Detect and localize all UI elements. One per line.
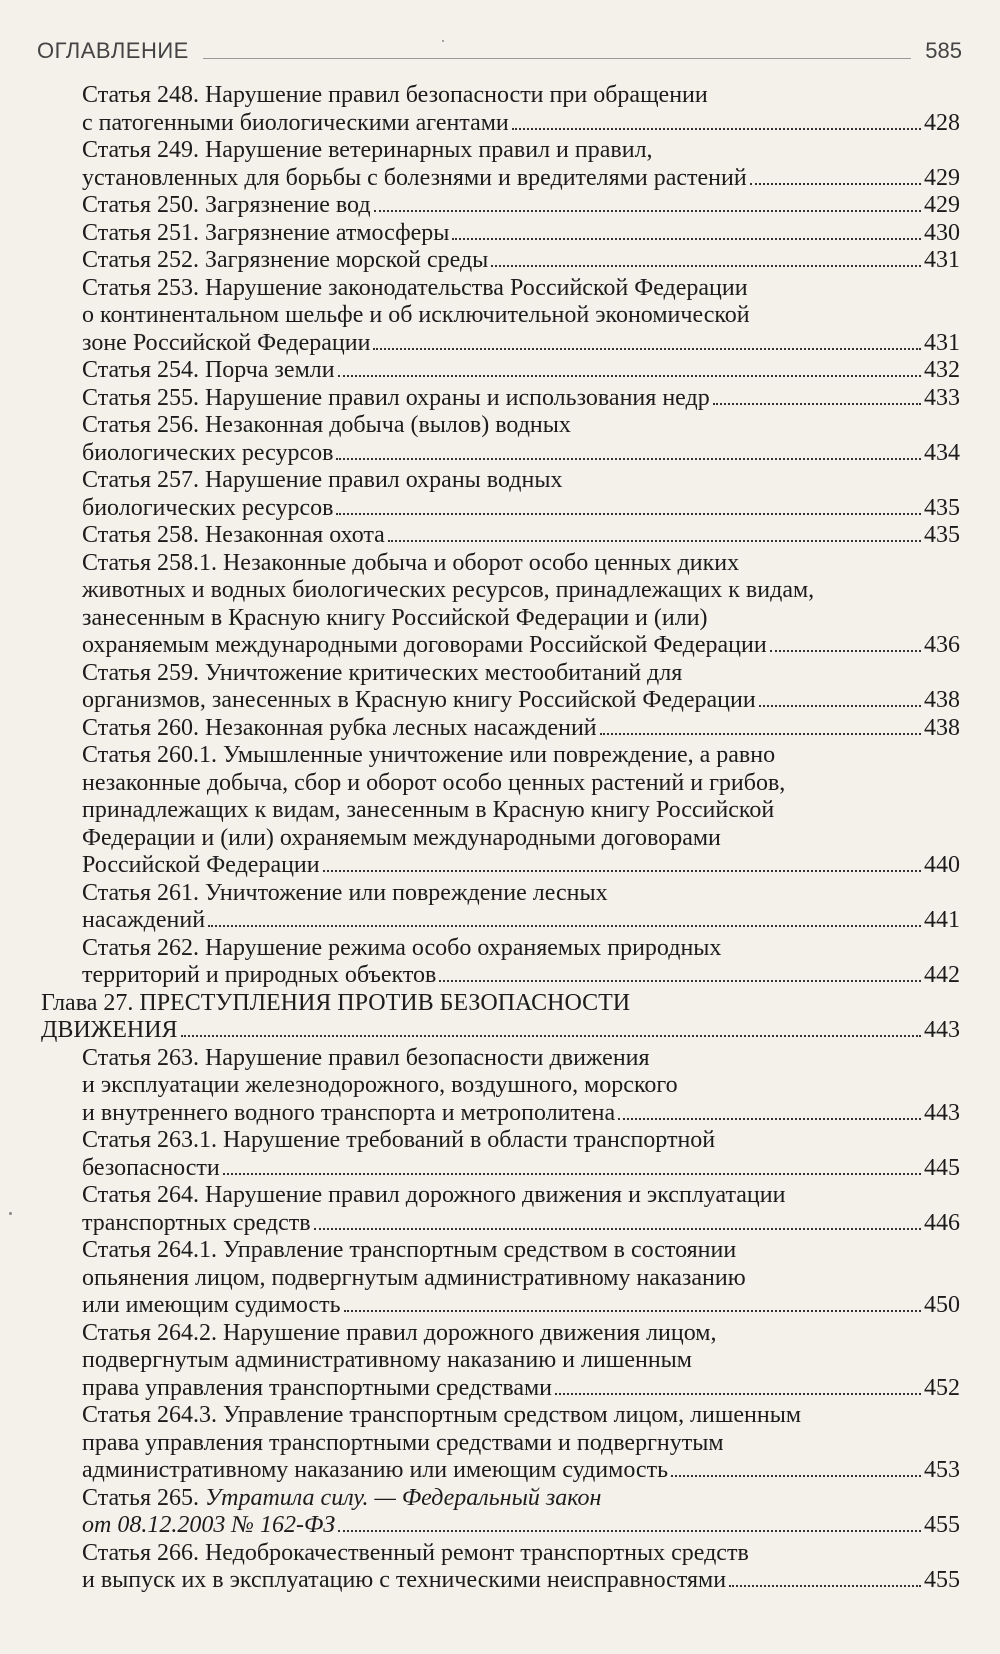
dot-leader <box>338 375 921 377</box>
toc-article-entry <box>82 1320 960 1403</box>
toc-entry-text: ДВИЖЕНИЯ <box>41 1017 178 1043</box>
toc-entry-line <box>82 495 960 523</box>
toc-article-entry <box>82 715 960 743</box>
toc-entry-text: зоне Российской Федерации <box>82 329 371 356</box>
toc-entry-line <box>82 330 960 358</box>
toc-entry-text: занесенным в Красную книгу Российской Федерации и (или) <box>82 604 708 631</box>
toc-entry-text: Статья 251. Загрязнение атмосферы <box>82 219 450 246</box>
toc-entry-text: Статья 264.3. Управление транспортным средством лицом, лишенным <box>82 1402 802 1428</box>
toc-entry-text: Статья 258.1. Незаконные добыча и оборот особо ценных диких <box>82 549 740 576</box>
toc-entry-text: с патогенными биологическими агентами <box>82 109 509 136</box>
toc-entry-text: Статья 255. Нарушение правил охраны и использования недр <box>82 384 710 411</box>
dot-leader <box>713 403 921 405</box>
toc-entry-line <box>82 907 960 935</box>
dot-leader <box>671 1475 921 1477</box>
toc-entry-text: Статья 264.2. Нарушение правил дорожного движения лицом, <box>82 1319 717 1346</box>
toc-entry-text: биологических ресурсов <box>82 439 334 466</box>
toc-page-number: 435 <box>924 494 960 521</box>
dot-leader <box>336 513 921 515</box>
dot-leader <box>314 1228 921 1230</box>
toc-entry-text: Статья 249. Нарушение ветеринарных правил и правил, <box>82 137 653 163</box>
toc-entry-line <box>82 577 960 605</box>
toc-entry-line <box>82 935 960 963</box>
toc-entry-line <box>82 1320 960 1348</box>
toc-entry-line <box>82 1292 960 1320</box>
toc-page-number: 450 <box>924 1292 960 1318</box>
toc-entry-line <box>82 82 960 110</box>
toc-entry-text: Статья 266. Недоброкачественный ремонт транспортных средств <box>82 1539 749 1566</box>
toc-entry-line <box>82 385 960 413</box>
toc-entry-text: незаконные добыча, сбор и оборот особо ценных растений и грибов, <box>82 769 786 796</box>
toc-entry-line <box>82 1182 960 1210</box>
toc-entry-text: Статья 264.1. Управление транспортным средством в состоянии <box>82 1237 737 1263</box>
toc-entry-text: транспортных средств <box>82 1209 311 1236</box>
toc-page-number: 442 <box>924 962 960 988</box>
toc-article-entry <box>82 247 960 275</box>
toc-entry-text: Статья 259. Уничтожение критических местообитаний для <box>82 659 683 686</box>
toc-entry-text: Статья 260.1. Умышленные уничтожение или повреждение, а равно <box>82 742 776 768</box>
toc-article-entry <box>82 1127 960 1182</box>
toc-entry-text: животных и водных биологических ресурсов, принадлежащих к видам, <box>82 577 815 603</box>
toc-article-entry <box>82 357 960 385</box>
toc-entry-line <box>82 110 960 138</box>
toc-entry-text: Статья 260. Незаконная рубка лесных насаждений <box>82 714 597 741</box>
dot-leader <box>374 210 921 212</box>
toc-entry-line <box>82 1347 960 1375</box>
dot-leader <box>323 870 921 872</box>
toc-entry-text: опьянения лицом, подвергнутым административному наказанию <box>82 1264 746 1291</box>
toc-entry-line <box>82 797 960 825</box>
toc-entry-line <box>82 1155 960 1183</box>
toc-entry-line <box>82 770 960 798</box>
paper-speck <box>9 1212 12 1215</box>
toc-page-number: 443 <box>924 1099 960 1126</box>
toc-page-number: 430 <box>924 219 960 246</box>
toc-entry-line <box>82 687 960 715</box>
dot-leader <box>452 238 921 240</box>
dot-leader <box>388 540 921 542</box>
dot-leader <box>491 265 921 267</box>
dot-leader <box>600 733 921 735</box>
toc-entry-line <box>82 962 960 990</box>
toc-entry-line <box>82 1457 960 1485</box>
toc-entry-line <box>82 1072 960 1100</box>
toc-entry-text: Статья 253. Нарушение законодательства Российской Федерации <box>82 274 748 301</box>
toc-entry-text: Статья 265. Утратила силу. — Федеральный закон <box>82 1484 602 1511</box>
toc-entry-line <box>82 660 960 688</box>
toc-entry-line <box>82 632 960 660</box>
toc-entry-text: биологических ресурсов <box>82 494 334 521</box>
running-header-title: ОГЛАВЛЕНИЕ <box>37 38 189 63</box>
toc-page-number: 429 <box>924 164 960 191</box>
toc-page-number: 440 <box>924 852 960 878</box>
toc-entry-text: и эксплуатации железнодорожного, воздушного, морского <box>82 1072 678 1098</box>
toc-article-entry <box>82 137 960 192</box>
toc-entry-text: Глава 27. ПРЕСТУПЛЕНИЯ ПРОТИВ БЕЗОПАСНОСТИ <box>41 989 631 1016</box>
toc-entry-line <box>82 1402 960 1430</box>
dot-leader <box>336 458 921 460</box>
toc-entry-text: права управления транспортными средствами и подвергнутым <box>82 1429 724 1456</box>
toc-article-entry <box>82 935 960 990</box>
dot-leader <box>729 1585 921 1587</box>
toc-page-number: 443 <box>924 1017 960 1043</box>
toc-entry-text: насаждений <box>82 907 206 933</box>
dot-leader <box>344 1310 921 1312</box>
dot-leader <box>181 1035 921 1037</box>
toc-entry-line <box>82 880 960 908</box>
toc-entry-text: Статья 252. Загрязнение морской среды <box>82 247 489 273</box>
toc-entry-text: безопасности <box>82 1154 220 1181</box>
dot-leader <box>208 925 921 927</box>
toc-article-entry <box>82 220 960 248</box>
header-rule <box>203 58 911 59</box>
toc-entry-text: Статья 256. Незаконная добыча (вылов) водных <box>82 412 571 438</box>
toc-entry-line <box>82 467 960 495</box>
toc-entry-line <box>41 990 960 1018</box>
toc-entry-line <box>82 1375 960 1403</box>
toc-entry-line <box>82 1237 960 1265</box>
toc-page-number: 428 <box>924 109 960 136</box>
toc-page-number: 431 <box>924 247 960 273</box>
toc-entry-line <box>82 1100 960 1128</box>
toc-entry-text: принадлежащих к видам, занесенным в Красную книгу Российской <box>82 797 775 823</box>
toc-article-entry <box>82 385 960 413</box>
toc-entry-text: или имеющим судимость <box>82 1292 341 1318</box>
toc-entry-text: Статья 248. Нарушение правил безопасности при обращении <box>82 82 708 108</box>
toc-article-entry <box>82 550 960 660</box>
toc-page-number: 438 <box>924 687 960 713</box>
page-number: 585 <box>925 38 962 63</box>
toc-entry-line <box>82 1045 960 1073</box>
toc-chapter-entry <box>41 990 960 1045</box>
toc-entry-line <box>82 1210 960 1238</box>
toc-page-number: 436 <box>924 632 960 658</box>
toc-entry-line <box>82 220 960 248</box>
dot-leader <box>555 1393 921 1395</box>
toc-page-number: 434 <box>924 439 960 466</box>
dot-leader <box>439 980 921 982</box>
toc-page-number: 435 <box>924 522 960 548</box>
toc-entry-text: права управления транспортными средствами <box>82 1374 553 1401</box>
dot-leader <box>223 1173 921 1175</box>
toc-entry-line <box>82 357 960 385</box>
toc-entry-text: Статья 258. Незаконная охота <box>82 522 385 548</box>
toc-entry-text: Статья 264. Нарушение правил дорожного движения и эксплуатации <box>82 1182 786 1208</box>
toc-entry-text: о континентальном шельфе и об исключительной экономической <box>82 302 750 328</box>
toc-entry-text: и внутреннего водного транспорта и метрополитена <box>82 1099 616 1126</box>
toc-entry-line <box>82 1540 960 1568</box>
toc-article-entry <box>82 1237 960 1320</box>
toc-entry-line <box>41 1017 960 1045</box>
toc-article-entry <box>82 275 960 358</box>
toc-entry-text: установленных для борьбы с болезнями и вредителями растений <box>82 164 747 191</box>
toc-article-entry <box>82 1182 960 1237</box>
dot-leader <box>618 1118 921 1120</box>
dot-leader <box>750 183 921 185</box>
toc-page-number: 446 <box>924 1209 960 1236</box>
toc-entry-line <box>82 1430 960 1458</box>
toc-article-entry <box>82 192 960 220</box>
toc-entry-text: административному наказанию или имеющим судимость <box>82 1457 669 1483</box>
toc-article-entry <box>82 1485 960 1540</box>
toc-entry-line <box>82 275 960 303</box>
toc-page-number: 429 <box>924 192 960 218</box>
toc-page-number: 431 <box>924 329 960 356</box>
toc-entry-text: Статья 254. Порча земли <box>82 357 335 383</box>
toc-page-number: 453 <box>924 1457 960 1483</box>
toc-entry-text: организмов, занесенных в Красную книгу Российской Федерации <box>82 687 756 713</box>
toc-entry-text: Статья 261. Уничтожение или повреждение лесных <box>82 879 608 906</box>
toc-article-entry <box>82 1540 960 1595</box>
toc-page-number: 438 <box>924 714 960 741</box>
dot-leader <box>512 128 921 130</box>
toc-article-entry <box>82 1402 960 1485</box>
dot-leader <box>759 705 921 707</box>
toc-entry-line <box>82 192 960 220</box>
toc-page-number: 455 <box>924 1567 960 1593</box>
toc-article-entry <box>82 82 960 137</box>
toc-article-entry <box>82 412 960 467</box>
toc-entry-text: Статья 263.1. Нарушение требований в области транспортной <box>82 1127 716 1153</box>
toc-article-entry <box>82 880 960 935</box>
toc-entry-line <box>82 742 960 770</box>
toc-entry-line <box>82 302 960 330</box>
dot-leader <box>338 1530 921 1532</box>
toc-entry-line <box>82 247 960 275</box>
toc-article-entry <box>82 467 960 522</box>
toc-entry-text: Статья 250. Загрязнение вод <box>82 192 371 218</box>
toc-entry-text: Статья 262. Нарушение режима особо охраняемых природных <box>82 934 722 961</box>
toc-entry-text: охраняемым международными договорами Российской Федерации <box>82 632 767 658</box>
toc-page-number: 433 <box>924 384 960 411</box>
paper-speck <box>442 40 444 42</box>
toc-entry-line <box>82 440 960 468</box>
running-header <box>37 28 962 62</box>
toc-entry-text: Статья 263. Нарушение правил безопасности движения <box>82 1044 650 1071</box>
toc-entry-text: территорий и природных объектов <box>82 962 437 988</box>
table-of-contents <box>0 82 1000 1595</box>
toc-entry-line <box>82 605 960 633</box>
toc-entry-line <box>82 412 960 440</box>
toc-page-number: 432 <box>924 357 960 383</box>
toc-entry-line <box>82 715 960 743</box>
toc-article-entry <box>82 742 960 880</box>
toc-entry-line <box>82 165 960 193</box>
toc-entry-line <box>82 1265 960 1293</box>
toc-entry-line <box>82 522 960 550</box>
toc-entry-text: Федерации и (или) охраняемым международными договорами <box>82 824 721 851</box>
toc-page-number: 445 <box>924 1154 960 1181</box>
toc-entry-line <box>82 550 960 578</box>
toc-entry-line <box>82 137 960 165</box>
toc-entry-line <box>82 1127 960 1155</box>
dot-leader <box>373 348 921 350</box>
toc-article-entry <box>82 522 960 550</box>
toc-entry-text: и выпуск их в эксплуатацию с техническими неисправностями <box>82 1567 727 1593</box>
toc-entry-text: подвергнутым административному наказанию и лишенным <box>82 1347 692 1373</box>
toc-entry-line <box>82 852 960 880</box>
toc-entry-text: Статья 257. Нарушение правил охраны водных <box>82 467 563 493</box>
toc-article-entry <box>82 660 960 715</box>
toc-entry-line <box>82 1485 960 1513</box>
toc-entry-text: Российской Федерации <box>82 852 320 878</box>
toc-page-number: 455 <box>924 1512 960 1538</box>
toc-entry-line <box>82 825 960 853</box>
toc-entry-text: от 08.12.2003 № 162-ФЗ <box>82 1512 336 1538</box>
toc-page-number: 452 <box>924 1374 960 1401</box>
toc-page-number: 441 <box>924 907 960 933</box>
toc-entry-line <box>82 1567 960 1595</box>
toc-article-entry <box>82 1045 960 1128</box>
dot-leader <box>770 650 921 652</box>
toc-entry-line <box>82 1512 960 1540</box>
